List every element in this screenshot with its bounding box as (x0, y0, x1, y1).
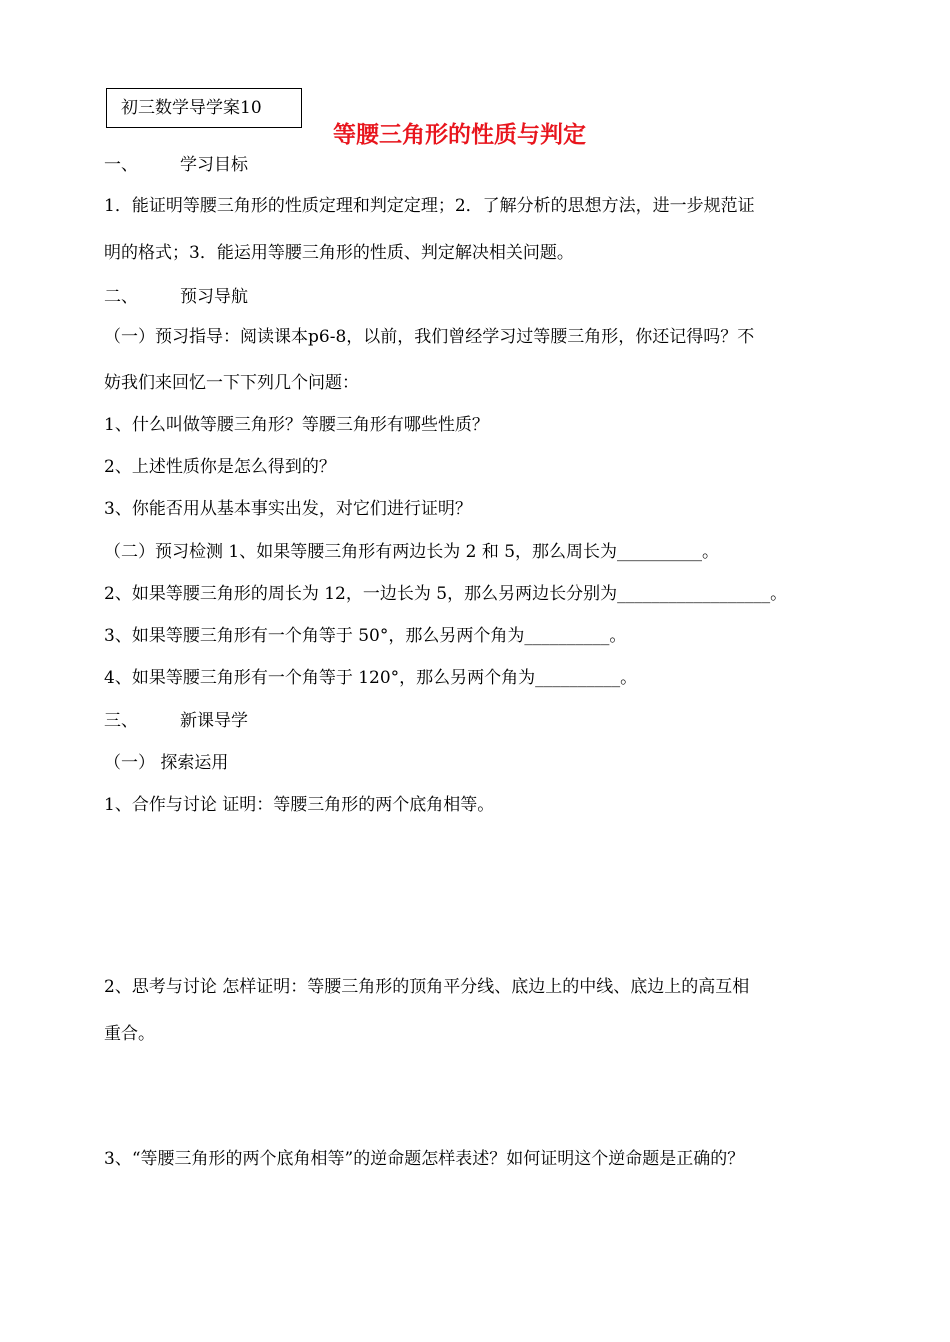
section2-line-8: 3、如果等腰三角形有一个角等于 50°，那么另两个角为__________。 (104, 626, 627, 646)
section2-line-9: 4、如果等腰三角形有一个角等于 120°，那么另两个角为__________。 (104, 668, 638, 688)
section3-line-4: 重合。 (104, 1024, 155, 1044)
section1-line-2: 明的格式；3．能运用等腰三角形的性质、判定解决相关问题。 (104, 243, 574, 263)
section3-number: 三、 (104, 711, 138, 731)
section2-number: 二、 (104, 287, 138, 307)
section1-number: 一、 (104, 155, 138, 175)
section1-title: 学习目标 (180, 155, 248, 175)
section2-title: 预习导航 (180, 287, 248, 307)
section3-line-3: 2、思考与讨论 怎样证明：等腰三角形的顶角平分线、底边上的中线、底边上的高互相 (104, 977, 750, 997)
section3-title: 新课导学 (180, 711, 248, 731)
section2-line-3: 1、什么叫做等腰三角形？等腰三角形有哪些性质？ (104, 415, 489, 435)
section2-line-4: 2、上述性质你是怎么得到的？ (104, 457, 336, 477)
section3-line-5: 3、“等腰三角形的两个底角相等”的逆命题怎样表述？如何证明这个逆命题是正确的？ (104, 1149, 745, 1169)
section2-line-6: （二）预习检测 1、如果等腰三角形有两边长为 2 和 5，那么周长为__________。 (104, 542, 720, 562)
doc-label-box (106, 88, 302, 128)
section2-line-5: 3、你能否用从基本事实出发，对它们进行证明？ (104, 499, 472, 519)
section2-line-2: 妨我们来回忆一下下列几个问题： (104, 373, 359, 393)
section2-line-7: 2、如果等腰三角形的周长为 12，一边长为 5，那么另两边长分别为__________________。 (104, 584, 788, 604)
page-title: 等腰三角形的性质与判定 (333, 122, 586, 148)
section3-line-2: 1、合作与讨论 证明：等腰三角形的两个底角相等。 (104, 795, 495, 815)
section2-line-1: （一）预习指导：阅读课本p6-8，以前，我们曾经学习过等腰三角形，你还记得吗？不 (104, 327, 755, 347)
section3-line-1: （一） 探索运用 (104, 753, 229, 773)
section1-line-1: 1．能证明等腰三角形的性质定理和判定定理；2．了解分析的思想方法，进一步规范证 (104, 196, 755, 216)
doc-label: 初三数学导学案10 (121, 98, 262, 118)
